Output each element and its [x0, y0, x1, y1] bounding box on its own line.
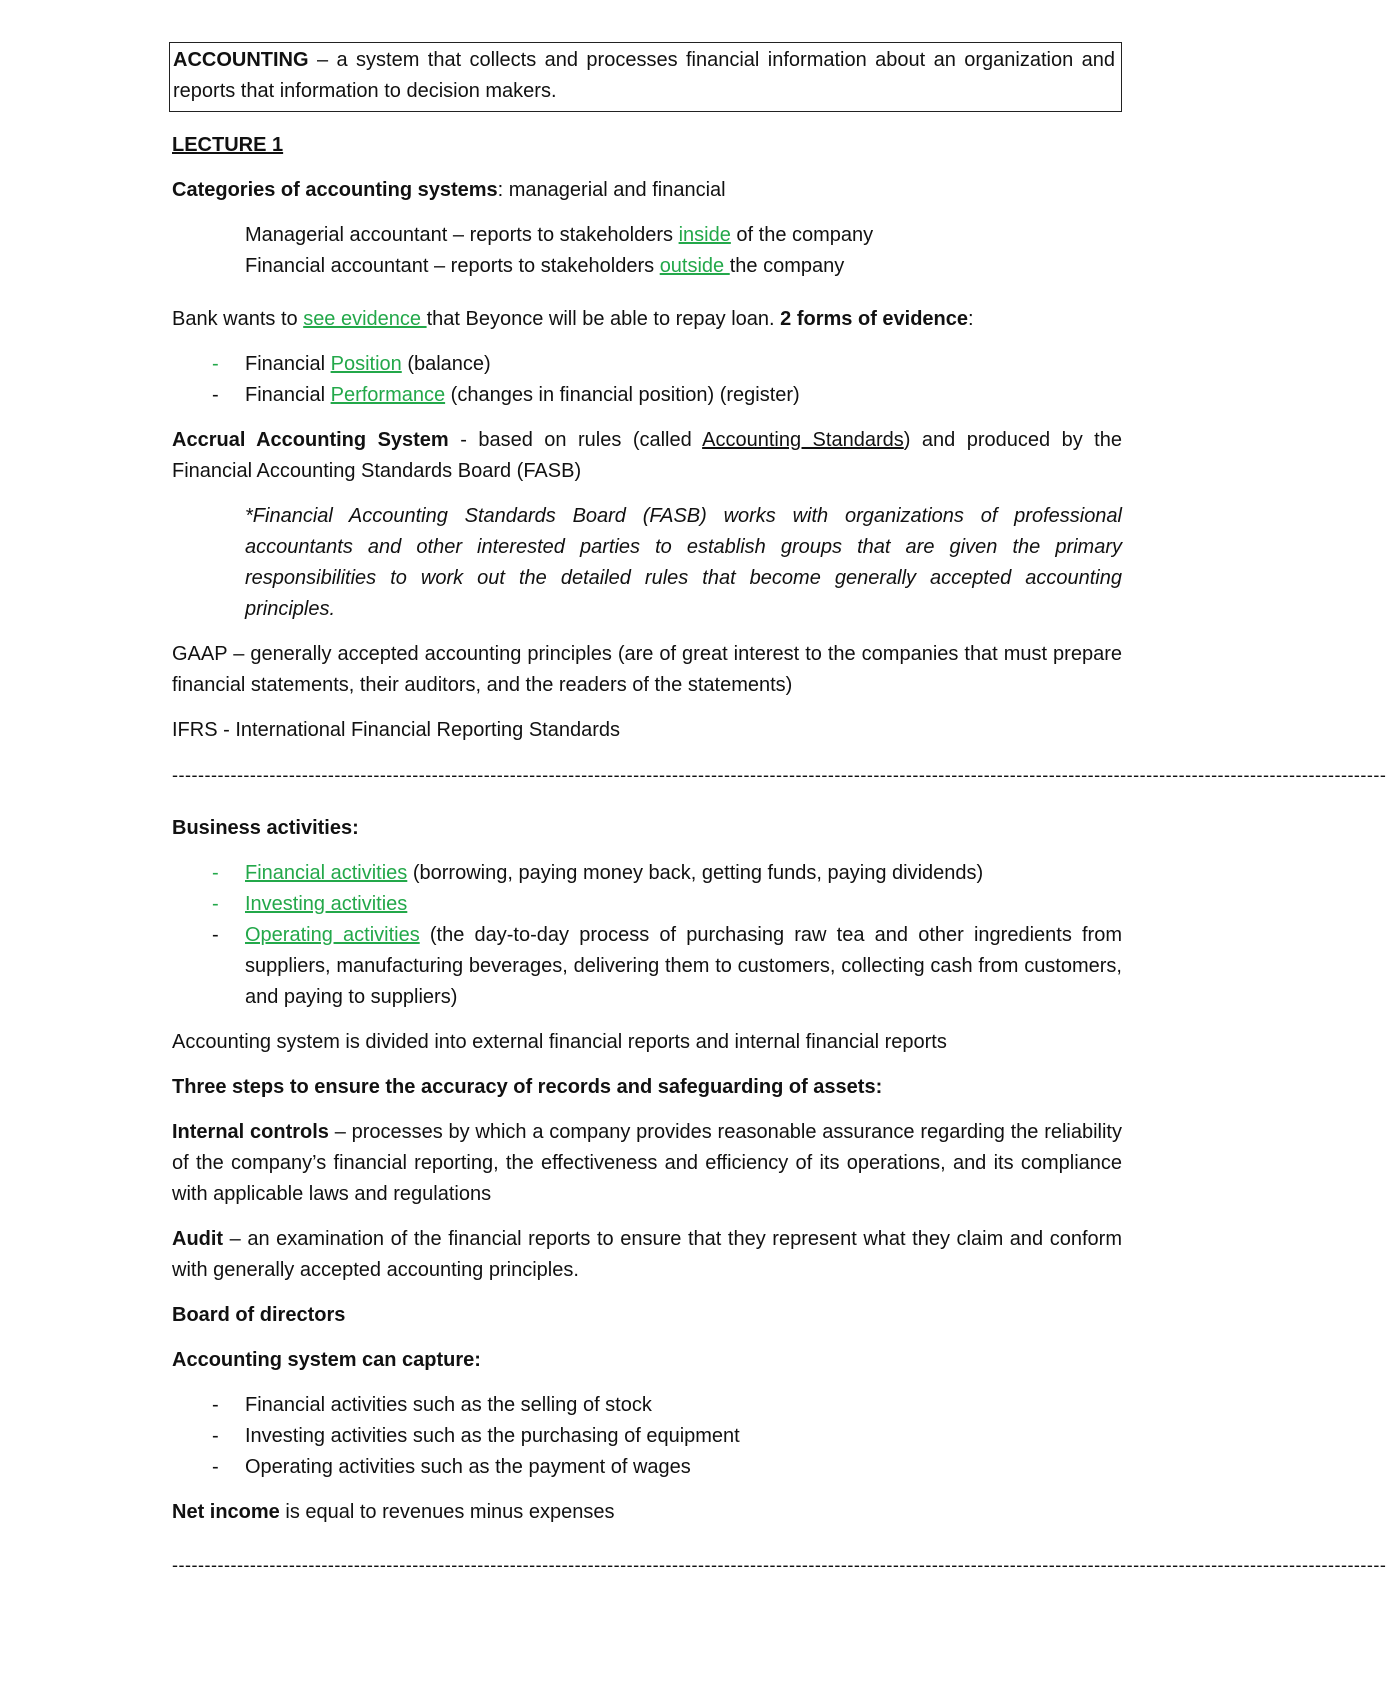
- list-marker: -: [212, 1425, 219, 1447]
- list-item: - Financial Performance (changes in financial position) (register): [172, 380, 1122, 411]
- outside-link[interactable]: outside: [659, 255, 730, 277]
- business-heading: Business activities:: [172, 817, 359, 839]
- definition-text: [170, 45, 1115, 107]
- list-marker: -: [212, 1394, 219, 1416]
- list-item: - Financial Position (balance): [172, 349, 1122, 380]
- document-body: [172, 42, 1386, 1581]
- financial-line: Financial accountant – reports to stakeholders outside the company: [245, 255, 845, 277]
- list-marker: -: [212, 384, 219, 406]
- net-income-line: Net income is equal to revenues minus expenses: [172, 1501, 615, 1523]
- categories-line: Categories of accounting systems: managerial and financial: [172, 179, 726, 201]
- separator-line: -------------------------------------------------------------------------------------------------------------------------------------------------------------------------------------------: [172, 1555, 1386, 1575]
- list-marker: -: [212, 924, 219, 946]
- definition-box: [169, 42, 1122, 112]
- position-link[interactable]: Position: [330, 353, 402, 375]
- evidence-list: [172, 349, 1122, 411]
- list-marker: -: [212, 893, 219, 915]
- inside-link[interactable]: inside: [678, 224, 731, 246]
- list-item: - Financial activities such as the selling of stock: [172, 1390, 1122, 1421]
- gaap-paragraph: GAAP – generally accepted accounting principles (are of great interest to the companies that must prepare financial statements, their auditors, and the readers of the statements): [172, 643, 1122, 696]
- three-steps-heading: Three steps to ensure the accuracy of records and safeguarding of assets:: [172, 1076, 883, 1098]
- capture-list: [172, 1390, 1122, 1483]
- accounting-divided-line: Accounting system is divided into external financial reports and internal financial reports: [172, 1031, 947, 1053]
- financial-activities-link[interactable]: Financial activities: [245, 862, 408, 884]
- bank-line: Bank wants to see evidence that Beyonce will be able to repay loan. 2 forms of evidence:: [172, 308, 974, 330]
- definition-body: – a system that collects and processes financial information about an organization and reports that information to decision makers.: [173, 49, 1115, 102]
- list-item: - Operating activities (the day-to-day process of purchasing raw tea and other ingredients from suppliers, manufacturing beverages, delivering them to customers, collecting cash from customers, and paying to suppliers): [172, 920, 1122, 1013]
- business-activities-list: [172, 858, 1122, 1013]
- investing-activities-link[interactable]: Investing activities: [245, 893, 408, 915]
- capture-heading: Accounting system can capture:: [172, 1349, 481, 1371]
- list-item: - Operating activities such as the payment of wages: [172, 1452, 1122, 1483]
- see-evidence-link[interactable]: see evidence: [303, 308, 427, 330]
- ifrs-line: IFRS - International Financial Reporting Standards: [172, 719, 621, 741]
- separator-line: -------------------------------------------------------------------------------------------------------------------------------------------------------------------------------------------: [172, 765, 1386, 785]
- list-item: - Investing activities such as the purchasing of equipment: [172, 1421, 1122, 1452]
- list-marker: -: [212, 353, 219, 375]
- accrual-paragraph: Accrual Accounting System - based on rules (called Accounting Standards) and produced by the Financial Accounting Standards Board (FASB): [172, 429, 1122, 482]
- internal-controls-paragraph: Internal controls – processes by which a company provides reasonable assurance regarding the reliability of the company’s financial reporting, the effectiveness and efficiency of its operations, and its compliance with applicable laws and regulations: [172, 1121, 1122, 1205]
- lecture-title: LECTURE 1: [172, 134, 284, 156]
- audit-paragraph: Audit – an examination of the financial reports to ensure that they represent what they claim and conform with generally accepted accounting principles.: [172, 1228, 1122, 1281]
- list-marker: -: [212, 862, 219, 884]
- fasb-note: *Financial Accounting Standards Board (FASB) works with organizations of professional accountants and other interested parties to establish groups that are given the primary responsibilities to work out the detailed rules that become generally accepted accounting principles.: [245, 505, 1122, 620]
- operating-activities-link[interactable]: Operating activities: [245, 924, 420, 946]
- list-item: [172, 889, 1122, 920]
- list-item: - Financial activities (borrowing, paying money back, getting funds, paying dividends): [172, 858, 1122, 889]
- definition-term: ACCOUNTING: [173, 49, 309, 71]
- performance-link[interactable]: Performance: [330, 384, 446, 406]
- list-marker: -: [212, 1456, 219, 1478]
- managerial-line: Managerial accountant – reports to stakeholders inside of the company: [245, 224, 874, 246]
- categories-heading: Categories of accounting systems: [172, 179, 498, 201]
- board-heading: Board of directors: [172, 1304, 346, 1326]
